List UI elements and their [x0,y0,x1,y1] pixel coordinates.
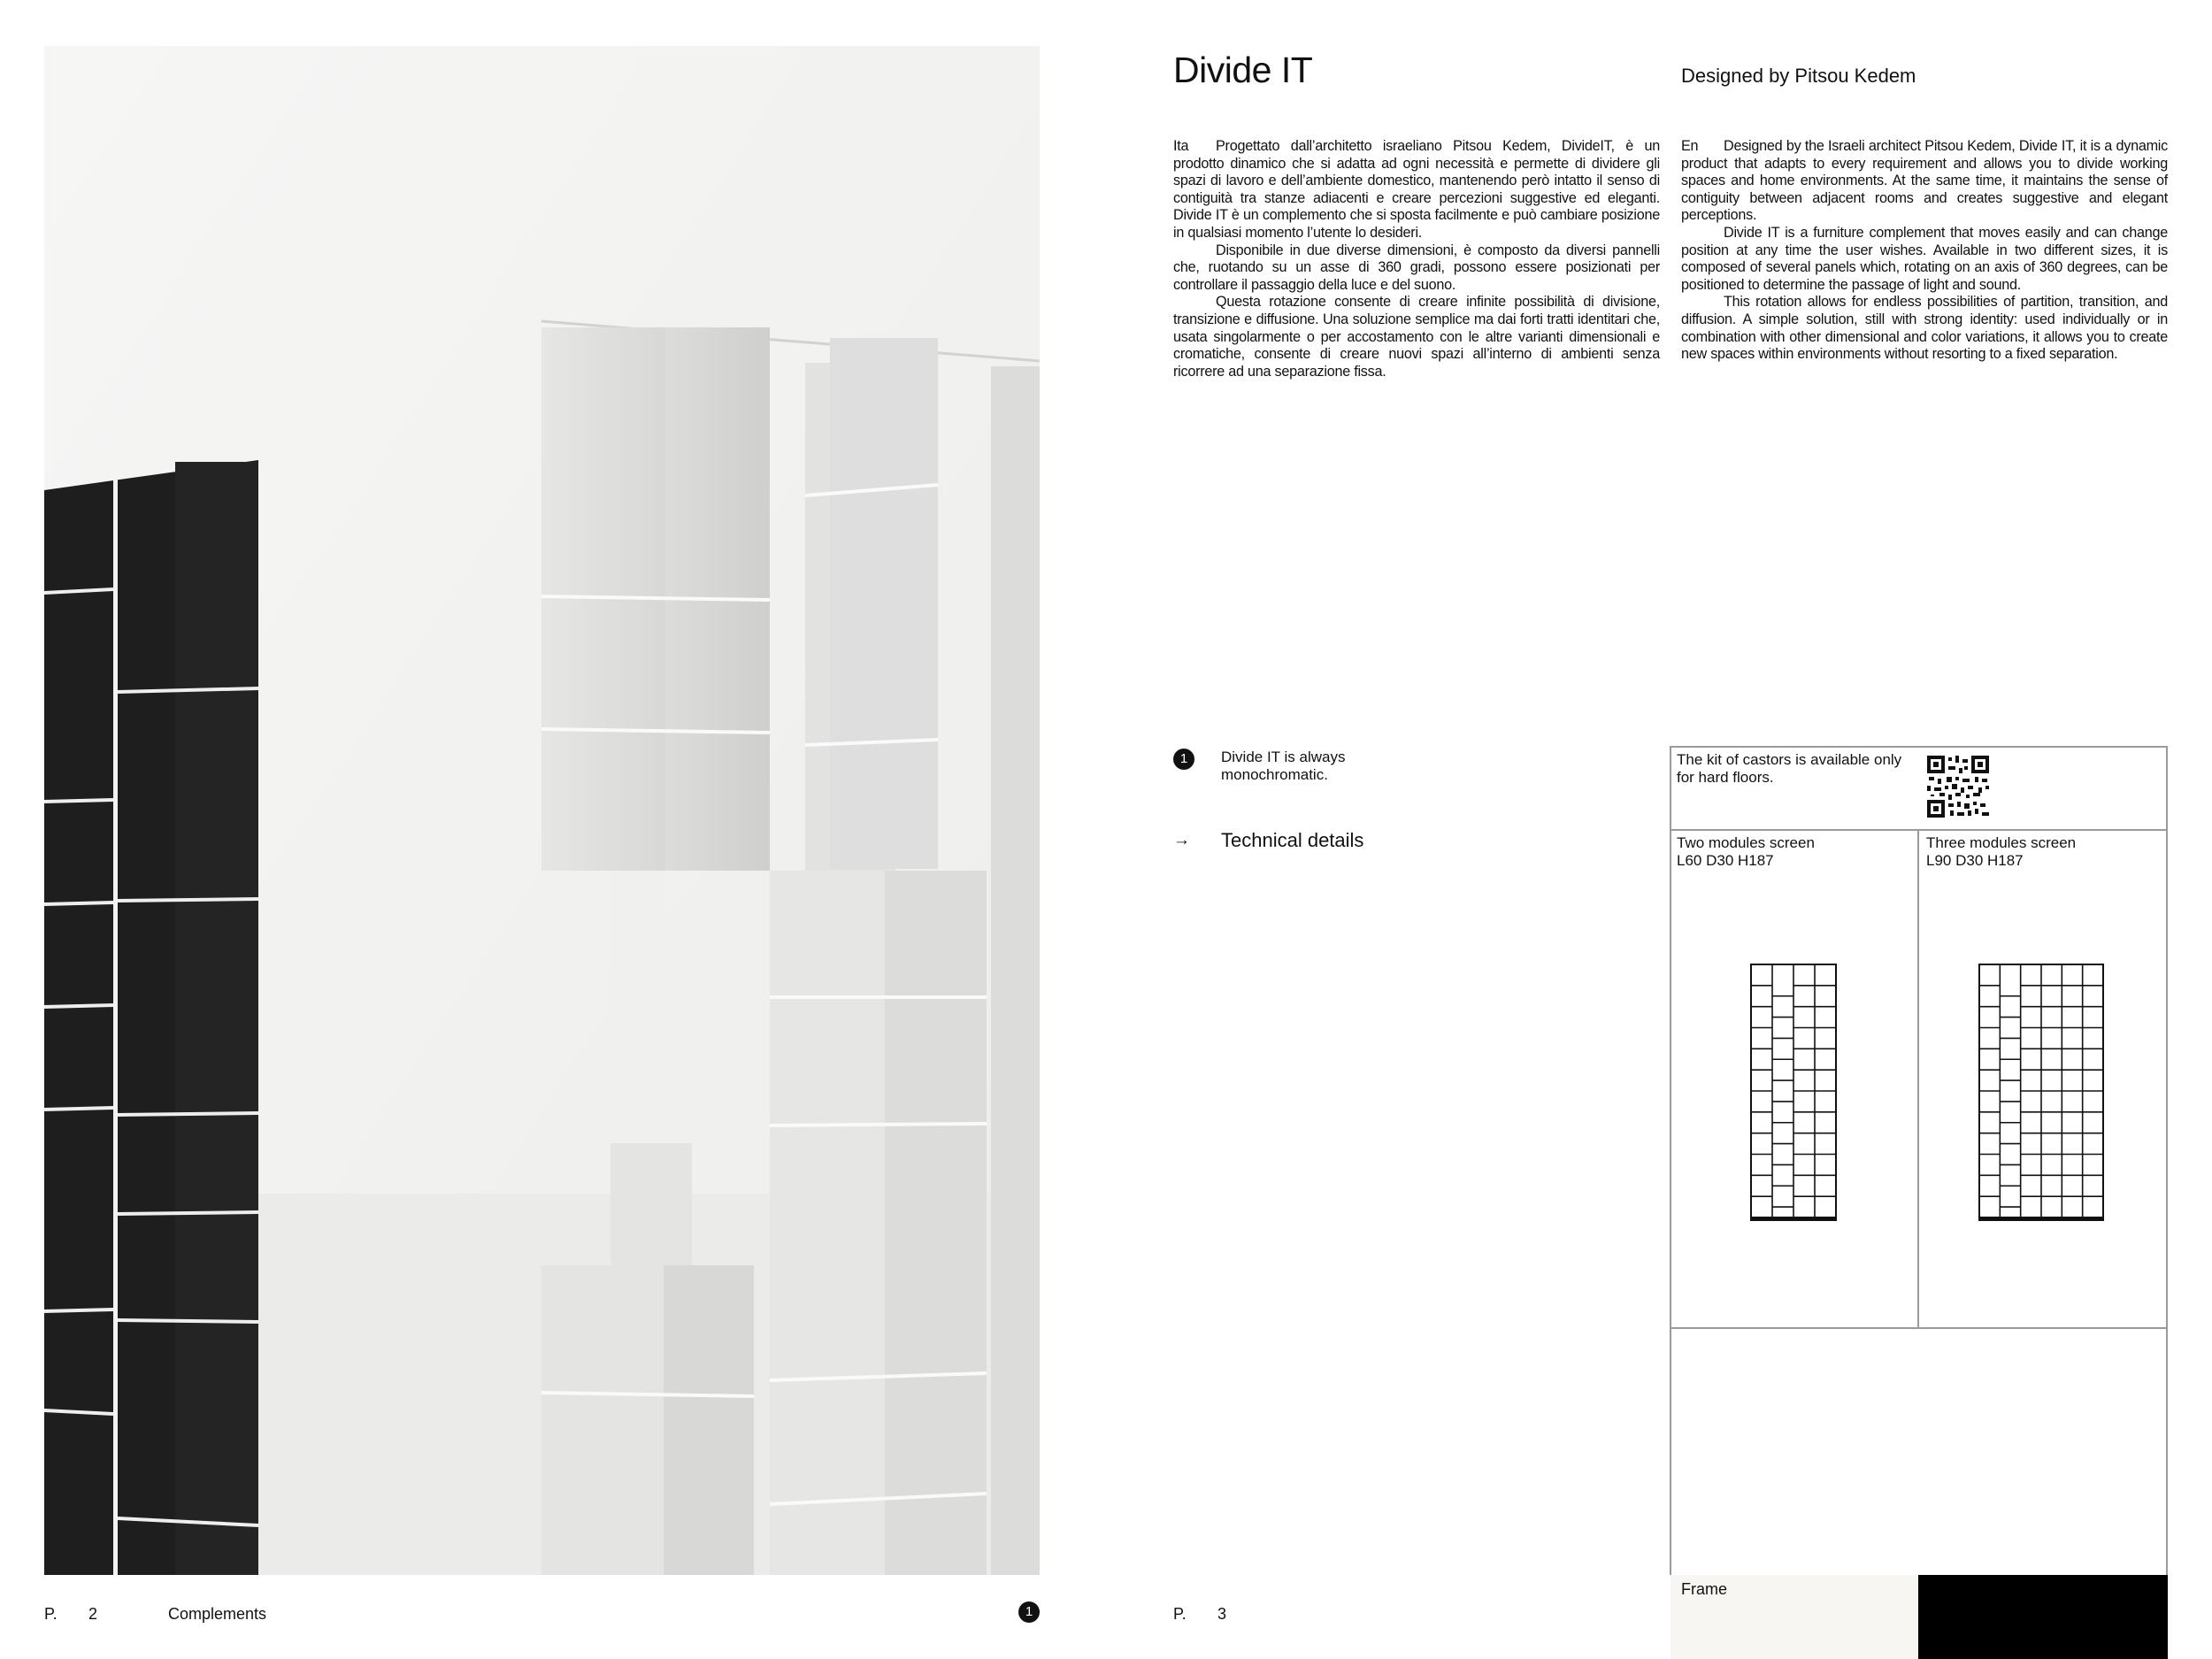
model-dimensions: L60 D30 H187 [1677,852,1774,869]
left-page-number: 2 [88,1605,98,1623]
divide-it-photo-illustration [44,46,1040,1575]
language-label-ita: Ita [1173,138,1189,154]
dark-screen [44,460,258,1575]
left-page-prefix: P. [44,1605,58,1623]
arrow-right-icon[interactable]: → [1173,831,1190,849]
castors-note: The kit of castors is available only for hard floors. [1677,751,1902,786]
frame-label: Frame [1681,1580,1728,1598]
footer-badge: 1 [1018,1601,1040,1623]
model-name: Two modules screen [1677,834,1815,851]
english-paragraph: This rotation allows for endless possibilities of partition, transition, and diffusion. A simple solution, still with strong identity: used individually or in combination with other dimensional and color variations, it allows you to create new spaces within environments without resorting to a fixed separation. [1681,294,2168,363]
product-photo [44,46,1040,1575]
model-three-modules [1926,834,2165,870]
right-page-number: 3 [1217,1605,1227,1623]
monochromatic-note: Divide IT is always monochromatic. [1221,749,1346,783]
italian-paragraph: Disponibile in due diverse dimensioni, è composto da diversi pannelli che, ruotando su un asse di 360 gradi, possono essere posizionati per controllare il passaggio della luce e del suono. [1173,242,1660,293]
english-description [1681,138,2168,364]
frame-swatch-black [1918,1575,2168,1659]
page-title: Divide IT [1173,50,1313,90]
model-dimensions: L90 D30 H187 [1926,852,2024,869]
language-label-en: En [1681,138,1699,154]
italian-paragraph: Ita Progettato dall’architetto israeliano Pitsou Kedem, DivideIT, è un prodotto dinamico che si adatta ad ogni necessità e permette di dividere gli spazi di lavoro e dell’ambiente domestico, mantenendo però intatto il senso di contiguità tra stanze adiacenti e creare percezioni suggestive ed eleganti. Divide IT è un complemento che si sposta facilmente e può cambiare posizione in qualsiasi momento l’utente lo desideri. [1173,138,1660,241]
model-name: Three modules screen [1926,834,2077,851]
right-page-prefix: P. [1173,1605,1187,1623]
note-badge: 1 [1173,749,1194,770]
three-modules-drawing [1978,963,2104,1223]
two-modules-drawing [1750,963,1837,1223]
italian-description [1173,138,1660,380]
section-label: Complements [168,1605,267,1623]
english-paragraph: En Designed by the Israeli architect Pitsou Kedem, Divide IT, it is a dynamic product that adapts to every requirement and allows you to divide working spaces and home environments. At the same time, it maintains the sense of contiguity between adjacent rooms and creates suggestive and elegant perceptions. [1681,138,2168,224]
drawing-base [1750,1217,1837,1221]
model-two-modules [1677,834,1916,870]
qr-code-icon[interactable] [1927,756,1989,818]
designer-credit: Designed by Pitsou Kedem [1681,65,1916,87]
english-paragraph: Divide IT is a furniture complement that moves easily and can change position at any time the user wishes. Available in two different sizes, it is composed of several panels which, rotating on an axis of 360 degrees, can be positioned to determine the passage of light and sound. [1681,224,2168,293]
italian-paragraph: Questa rotazione consente di creare infinite possibilità di divisione, transizione e diffusione. Una soluzione semplice ma dai forti tratti identitari che, usata singolarmente o per accostamento con le altre varianti dimensionali e cromatiche, consente di creare nuovi spazi all’interno di ambienti senza ricorrere ad una separazione fissa. [1173,294,1660,380]
drawing-base [1978,1217,2104,1221]
technical-details-link[interactable]: Technical details [1221,829,1364,851]
